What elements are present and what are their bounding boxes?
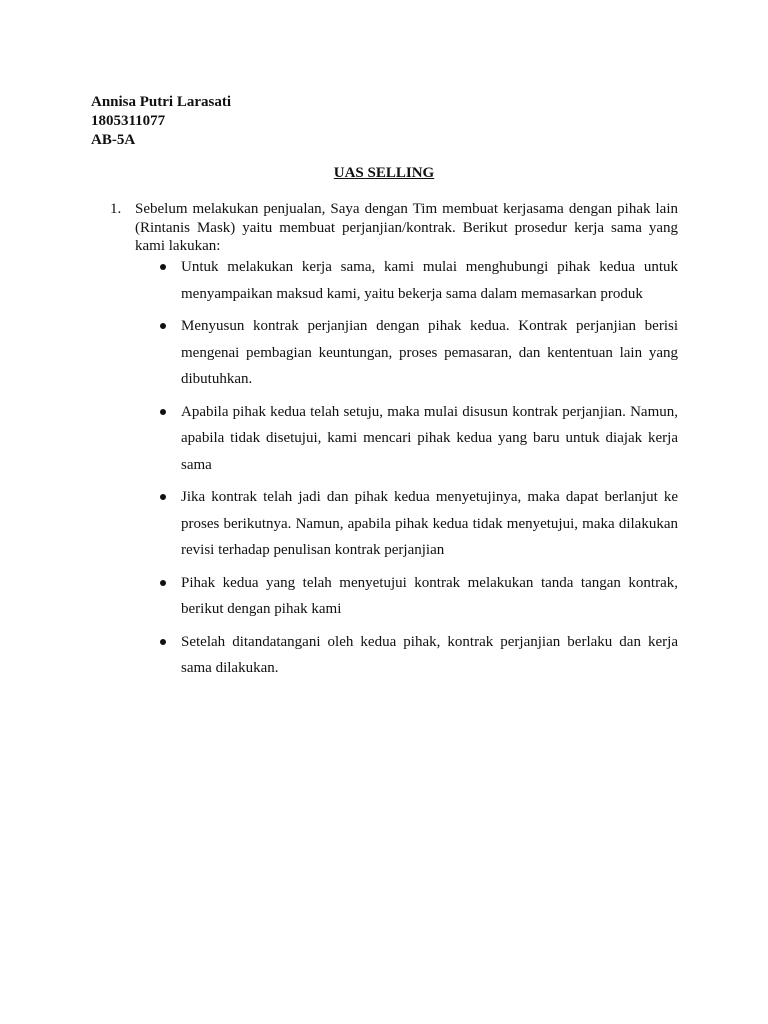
question-text: Sebelum melakukan penjualan, Saya dengan Tim membuat kerjasama dengan pihak lain (Rintanis Mask) yaitu membuat perjanjian/kontrak. Berikut prosedur kerja sama yang kami lakukan: [135,201,678,254]
list-item-text: Setelah ditandatangani oleh kedua pihak, kontrak perjanjian berlaku dan kerja sama dilakukan. [181,633,678,676]
bullet-icon [160,639,166,645]
author-name: Annisa Putri Larasati [91,94,232,110]
list-item-text: Apabila pihak kedua telah setuju, maka mulai disusun kontrak perjanjian. Namun, apabila tidak disetujui, kami mencari pihak kedua yang baru untuk diajak kerja sama [181,403,678,473]
list-item [160,484,678,564]
list-item [160,399,678,479]
list-item-text: Pihak kedua yang telah menyetujui kontrak melakukan tanda tangan kontrak, berikut dengan pihak kami [181,574,678,617]
class-code: AB-5A [91,132,136,148]
bullet-icon [160,409,166,415]
bullet-icon [160,323,166,329]
question-number: 1. [110,201,122,217]
procedure-list [160,254,678,688]
student-id: 1805311077 [91,113,166,129]
list-item [160,570,678,623]
document-title [0,164,768,183]
document-title-text: UAS SELLING [333,165,435,181]
author-header [91,93,231,150]
bullet-icon [160,580,166,586]
list-item-text: Untuk melakukan kerja sama, kami mulai menghubungi pihak kedua untuk menyampaikan maksud kami, yaitu bekerja sama dalam memasarkan produk [181,259,678,302]
list-item [160,313,678,393]
bullet-icon [160,494,166,500]
list-item-text: Menyusun kontrak perjanjian dengan pihak kedua. Kontrak perjanjian berisi mengenai pembagian keuntungan, proses pemasaran, dan kententuan lain yang dibutuhkan. [181,318,678,387]
list-item-text: Jika kontrak telah jadi dan pihak kedua menyetujinya, maka dapat berlanjut ke proses berikutnya. Namun, apabila pihak kedua tidak menyetujui, maka dilakukan revisi terhadap penulisan kontrak perjanjian [181,489,678,558]
bullet-icon [160,264,166,270]
list-item [160,254,678,307]
list-item [160,629,678,682]
question-1 [110,200,678,256]
